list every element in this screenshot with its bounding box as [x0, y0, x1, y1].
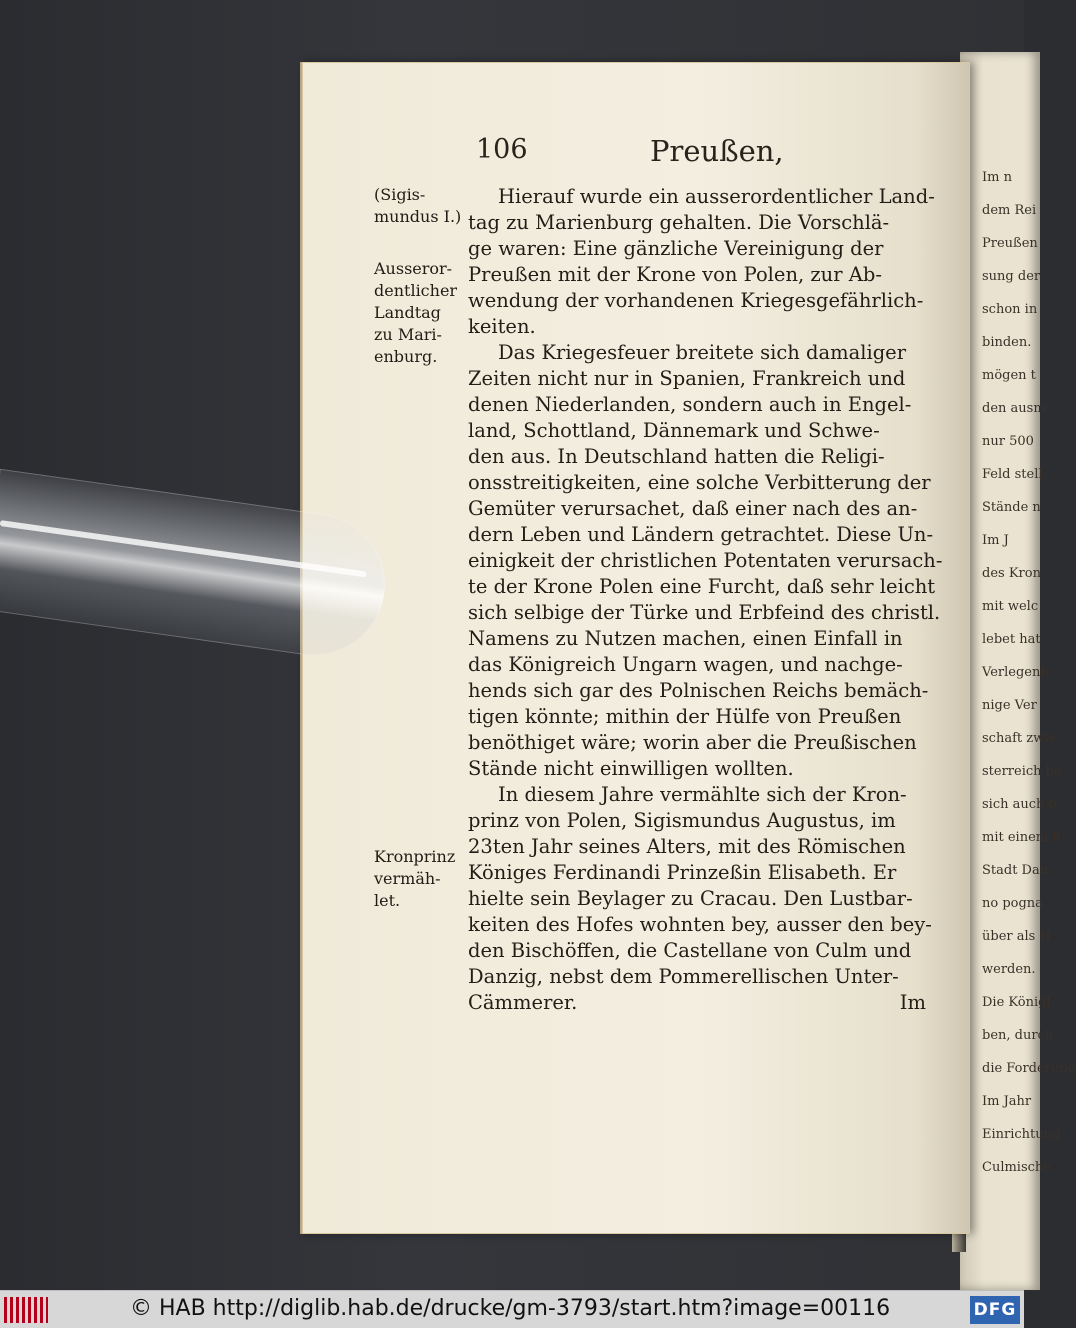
text-line: keiten des Hofes wohnten bey, ausser den bey-	[468, 913, 932, 936]
text-line: hielte sein Beylager zu Cracau. Den Lustbar-	[468, 887, 913, 910]
text-line: Cämmerer.	[468, 991, 578, 1014]
page-number: 106	[476, 134, 528, 165]
margin-note-line: Landtag	[374, 303, 441, 322]
text-line: denen Niederlanden, sondern auch in Engel-	[468, 393, 912, 416]
facing-page-fragment: Preußen	[982, 236, 1038, 251]
margin-note-sigismundus	[374, 184, 470, 228]
facing-page-fragment: schaft zwis	[982, 731, 1056, 746]
barcode-icon[interactable]	[4, 1297, 48, 1323]
text-line: land, Schottland, Dännemark und Schwe-	[468, 419, 880, 442]
page-header	[302, 134, 970, 174]
text-line: das Königreich Ungarn wagen, und nachge-	[468, 653, 903, 676]
facing-page-fragment: sung der	[982, 269, 1041, 284]
facing-page-fragment: werden.	[982, 962, 1036, 977]
facing-page-fragment: binden.	[982, 335, 1032, 350]
margin-note-line: enburg.	[374, 347, 438, 366]
text-line: Stände nicht einwilligen wollten.	[468, 757, 794, 780]
text-line: Das Kriegesfeuer breitete sich damaliger	[498, 341, 907, 364]
text-line: Namens zu Nutzen machen, einen Einfall in	[468, 627, 903, 650]
facing-page-fragment: Einrichtung	[982, 1127, 1061, 1142]
footer-credit-link[interactable]: © HAB http://diglib.hab.de/drucke/gm-3793/start.htm?image=00116	[130, 1296, 891, 1321]
text-line: 23ten Jahr seines Alters, mit des Römischen	[468, 835, 906, 858]
text-line: tigen könnte; mithin der Hülfe von Preußen	[468, 705, 902, 728]
facing-page-fragment: des Kron	[982, 566, 1041, 581]
text-line: hends sich gar des Polnischen Reichs bemäch-	[468, 679, 929, 702]
facing-page-fragment: ben, durch	[982, 1028, 1054, 1043]
text-line: wendung der vorhandenen Kriegesgefährlich-	[468, 289, 924, 312]
catchword: Im	[899, 991, 926, 1014]
facing-page-fragment: lebet hat	[982, 632, 1041, 647]
text-line: sich selbige der Türke und Erbfeind des christl.	[468, 601, 941, 624]
margin-note-line: (Sigis-	[374, 185, 426, 204]
text-line: Zeiten nicht nur in Spanien, Frankreich und	[468, 367, 906, 390]
footer-bar	[0, 1290, 1024, 1328]
facing-page-fragment: Stadt Dan	[982, 863, 1049, 878]
facing-page-fragment: Verlegenh	[982, 665, 1049, 680]
facing-page-fragment: no pogna	[982, 896, 1043, 911]
facing-page-fragment: nur 500	[982, 434, 1034, 449]
text-line: tag zu Marienburg gehalten. Die Vorschlä-	[468, 211, 890, 234]
text-line: den aus. In Deutschland hatten die Religi-	[468, 445, 885, 468]
facing-page-fragment: Im n	[982, 170, 1012, 185]
book-page	[300, 62, 970, 1234]
facing-page-fragment: Im Jahr	[982, 1094, 1032, 1109]
facing-page-fragment: die Forderung	[982, 1061, 1076, 1076]
margin-note-line: Ausseror-	[374, 259, 453, 278]
text-line: keiten.	[468, 315, 536, 338]
text-line: Gemüter verursachet, daß einer nach des an-	[468, 497, 918, 520]
text-line: Königes Ferdinandi Prinzeßin Elisabeth. Er	[468, 861, 897, 884]
text-line: benöthiget wäre; worin aber die Preußischen	[468, 731, 917, 754]
text-line: prinz von Polen, Sigismundus Augustus, im	[468, 809, 896, 832]
margin-note-line: dentlicher	[374, 281, 458, 300]
text-line: onsstreitigkeiten, eine solche Verbitterung der	[468, 471, 931, 494]
dfg-logo[interactable]: DFG	[970, 1296, 1020, 1324]
text-line: Preußen mit der Krone von Polen, zur Ab-	[468, 263, 882, 286]
facing-page-fragment: Culmische	[982, 1160, 1051, 1175]
margin-note-line: vermäh-	[374, 869, 441, 888]
facing-page-fragment: nige Ver	[982, 698, 1037, 713]
facing-page-fragment: über als H	[982, 929, 1051, 944]
text-line: dern Leben und Ländern getrachtet. Diese Un-	[468, 523, 934, 546]
text-line: den Bischöffen, die Castellane von Culm und	[468, 939, 912, 962]
body-text	[468, 184, 943, 1016]
margin-note-line: zu Mari-	[374, 325, 442, 344]
facing-page-fragment: Die Königl	[982, 995, 1051, 1010]
facing-page-fragment: sterreich be	[982, 764, 1062, 779]
margin-note-line: mundus I.)	[374, 207, 462, 226]
facing-page-fragment: Im J	[982, 533, 1009, 548]
facing-page-fragment: schon in	[982, 302, 1038, 317]
margin-note-line: Kronprinz	[374, 847, 456, 866]
margin-note-kronprinz	[374, 846, 470, 912]
text-line: Danzig, nebst dem Pommerellischen Unter-	[468, 965, 899, 988]
facing-page-edge	[960, 52, 1076, 1290]
facing-page-fragment: mögen t	[982, 368, 1036, 383]
facing-page-fragment: sich auch b	[982, 797, 1057, 812]
facing-page-fragment: Stände n	[982, 500, 1041, 515]
facing-page-fragment: dem Rei	[982, 203, 1037, 218]
text-line: In diesem Jahre vermählte sich der Kron-	[498, 783, 907, 806]
facing-page-fragment: den ausm	[982, 401, 1046, 416]
text-line: te der Krone Polen eine Furcht, daß sehr leicht	[468, 575, 936, 598]
running-head: Preußen,	[650, 134, 784, 168]
facing-page-fragment: Feld stell	[982, 467, 1043, 482]
text-line: ge waren: Eine gänzliche Vereinigung der	[468, 237, 884, 260]
margin-note-line: let.	[374, 891, 401, 910]
text-line: einigkeit der christlichen Potentaten verursach-	[468, 549, 943, 572]
margin-note-landtag	[374, 258, 470, 368]
facing-page-fragment: mit welc	[982, 599, 1039, 614]
text-line: Hierauf wurde ein ausserordentlicher Land-	[498, 185, 935, 208]
facing-page-fragment: mit einem h	[982, 830, 1061, 845]
